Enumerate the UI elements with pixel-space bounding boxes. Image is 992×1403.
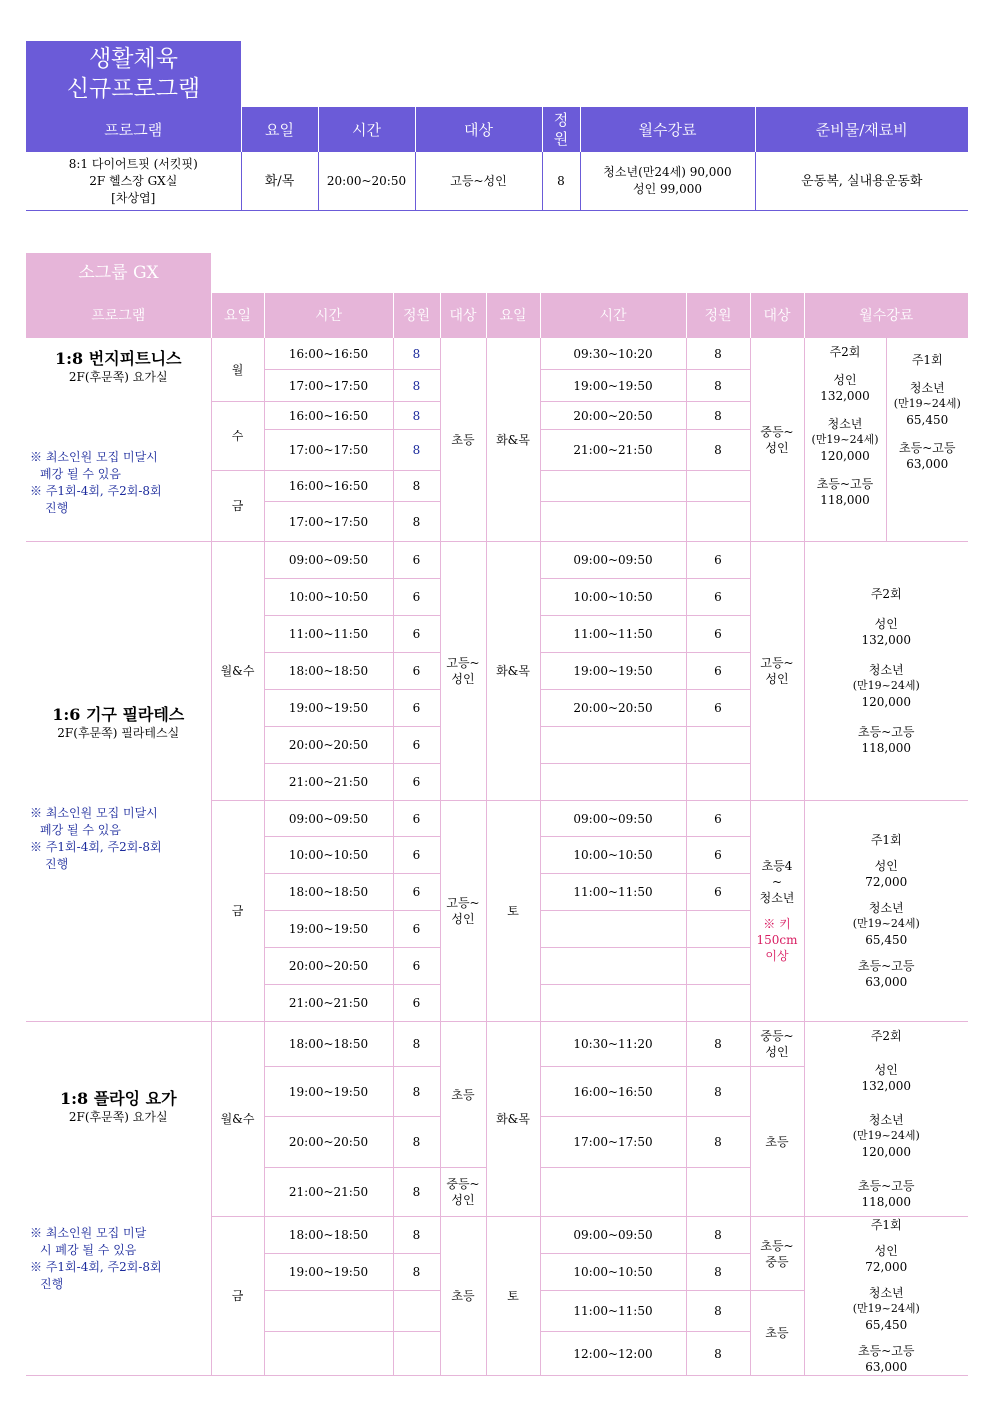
yoga-capacity2: [686, 1168, 750, 1217]
bungee-time: 17:00~17:50: [264, 502, 393, 542]
target-line2: 중등: [765, 1254, 789, 1269]
fee-student-label: 초등~고등: [858, 1179, 915, 1193]
bungee-time2: 20:00~20:50: [540, 402, 686, 430]
program-instructor: [차상엽]: [111, 190, 156, 205]
fee-title: 주1회: [870, 1218, 902, 1232]
yoga-time: 18:00~18:50: [264, 1022, 393, 1067]
pilates-capacity: 6: [393, 542, 440, 579]
yoga-day2-b: 토: [486, 1217, 540, 1376]
fee-youth: 120,000: [861, 695, 912, 709]
fee-youth-age: (만19~24세): [893, 397, 961, 410]
fee-student: 63,000: [906, 457, 949, 471]
yoga-fee-b: [804, 1217, 968, 1376]
yoga-note3: ※ 주1회-4회, 주2회-8회: [30, 1260, 162, 1274]
bungee-capacity2: 8: [686, 430, 750, 471]
fee-student: 118,000: [820, 493, 870, 507]
empty-cell: [686, 948, 750, 985]
pilates-capacity: 6: [393, 837, 440, 874]
bungee-program-cell: [26, 338, 211, 542]
empty-cell: [540, 727, 686, 764]
fee-youth-label: 청소년: [868, 901, 904, 915]
fee-adult: 132,000: [861, 1079, 912, 1093]
header-program: 프로그램: [26, 107, 241, 152]
pilates-capacity: 6: [393, 653, 440, 690]
pilates-location: 2F(후문쪽) 필라테스실: [57, 726, 180, 740]
yoga-time: 19:00~19:50: [264, 1067, 393, 1117]
pilates-capacity: 6: [393, 985, 440, 1022]
yoga-capacity2: 8: [686, 1067, 750, 1117]
target-line1: 초등~: [760, 1238, 794, 1253]
yoga-capacity2: 8: [686, 1022, 750, 1067]
fee-youth-age: (만19~24세): [852, 679, 920, 692]
fee-student-label: 초등~고등: [858, 959, 915, 973]
bungee-target2-line1: 중등~: [760, 424, 794, 439]
empty-cell: [540, 471, 686, 502]
pilates-program-cell: [26, 542, 211, 1022]
pilates-time: 10:00~10:50: [264, 837, 393, 874]
program-name: 8:1 다이어트핏 (서킷핏): [68, 156, 198, 171]
target-line1: 고등~: [760, 656, 794, 670]
yoga-time2: 10:30~11:20: [540, 1022, 686, 1067]
yoga-capacity2: 8: [686, 1254, 750, 1291]
fee-student-label: 초등~고등: [858, 725, 915, 739]
pilates-time2: 10:00~10:50: [540, 579, 686, 616]
pilates-time: 11:00~11:50: [264, 616, 393, 653]
bungee-capacity: 8: [393, 430, 440, 471]
fee-adult-label: 성인: [874, 1244, 898, 1258]
yoga-capacity2: 8: [686, 1117, 750, 1168]
pilates-time2: 09:00~09:50: [540, 542, 686, 579]
materials-cell: 운동복, 실내용운동화: [755, 152, 968, 211]
yoga-time2: 17:00~17:50: [540, 1117, 686, 1168]
yoga-day-a: 월&수: [211, 1022, 264, 1217]
fee-title: 주2회: [870, 1029, 902, 1043]
pilates-note4: 진행: [45, 857, 69, 871]
bungee-time2: 09:30~10:20: [540, 338, 686, 370]
fee-adult: 성인 99,000: [633, 182, 702, 196]
height-note1: ※ 키: [763, 917, 791, 931]
yoga-capacity: [393, 1291, 440, 1332]
pilates-time: 10:00~10:50: [264, 579, 393, 616]
fee-cell: [580, 152, 755, 211]
height-note3: 이상: [765, 949, 789, 963]
bungee-target: 초등: [440, 338, 486, 542]
header-time: 시간: [318, 107, 415, 152]
pilates-capacity: 6: [393, 690, 440, 727]
yoga-capacity: [393, 1332, 440, 1376]
yoga-program-cell: [26, 1022, 211, 1376]
bungee-location: 2F(후문쪽) 요가실: [68, 370, 168, 384]
bungee-day-wed: 수: [211, 402, 264, 471]
section1-title: [26, 41, 241, 107]
pilates-capacity: 6: [393, 727, 440, 764]
bungee-capacity: 8: [393, 471, 440, 502]
header-fee: 월수강료: [580, 107, 755, 152]
fee-youth: 65,450: [906, 413, 949, 427]
new-program-header-row: [26, 107, 968, 152]
pilates-capacity2: 6: [686, 579, 750, 616]
gx-header-fee: 월수강료: [804, 293, 968, 338]
pilates-capacity2: 6: [686, 690, 750, 727]
fee-youth-label: 청소년: [868, 1286, 904, 1300]
new-program-row: [26, 152, 968, 211]
pilates-time: 09:00~09:50: [264, 542, 393, 579]
fee-youth: 120,000: [820, 449, 870, 463]
day-cell: 화/목: [241, 152, 318, 211]
fee-youth-age: (만19~24세): [852, 1302, 920, 1315]
yoga-note4: 진행: [40, 1277, 64, 1291]
yoga-target2-b1: [750, 1217, 804, 1291]
yoga-capacity: 8: [393, 1254, 440, 1291]
new-program-table: [26, 107, 968, 211]
yoga-time2: 11:00~11:50: [540, 1291, 686, 1332]
pilates-day-a: 월&수: [211, 542, 264, 801]
pilates-target-a: [440, 542, 486, 801]
pilates-time2: 11:00~11:50: [540, 874, 686, 911]
fee-adult-label: 성인: [833, 373, 857, 387]
gx-header-program: 프로그램: [26, 293, 211, 338]
pilates-capacity: 6: [393, 801, 440, 837]
pilates-time: 21:00~21:50: [264, 985, 393, 1022]
bungee-time: 16:00~16:50: [264, 402, 393, 430]
table-row: [26, 542, 968, 579]
bungee-target2: [750, 338, 804, 542]
target-line1: 고등~: [446, 896, 480, 910]
gx-header-day2: 요일: [486, 293, 540, 338]
yoga-capacity2: 8: [686, 1291, 750, 1332]
yoga-time: 19:00~19:50: [264, 1254, 393, 1291]
pilates-target2-a: [750, 542, 804, 801]
fee-adult: 132,000: [820, 389, 870, 403]
bungee-capacity2: 8: [686, 370, 750, 402]
yoga-capacity: 8: [393, 1217, 440, 1254]
target-line1: 중등~: [446, 1177, 480, 1191]
fee-adult: 72,000: [865, 1260, 908, 1274]
bungee-note4: 진행: [45, 501, 69, 515]
pilates-capacity: 6: [393, 911, 440, 948]
pilates-day-b: 금: [211, 801, 264, 1022]
pilates-fee-a: [804, 542, 968, 801]
empty-cell: [686, 471, 750, 502]
empty-cell: [540, 502, 686, 542]
gx-header-target: 대상: [440, 293, 486, 338]
bungee-time: 17:00~17:50: [264, 370, 393, 402]
yoga-time: [264, 1291, 393, 1332]
gx-header-capacity2: 정원: [686, 293, 750, 338]
yoga-location: 2F(후문쪽) 요가실: [68, 1110, 168, 1124]
bungee-note2: 폐강 될 수 있음: [40, 467, 121, 481]
pilates-time2: 11:00~11:50: [540, 616, 686, 653]
pilates-capacity2: 6: [686, 837, 750, 874]
fee-student: 63,000: [865, 1360, 908, 1374]
yoga-target2-a1: [750, 1022, 804, 1067]
bungee-note3: ※ 주1회-4회, 주2회-8회: [30, 484, 162, 498]
pilates-fee-b: [804, 801, 968, 1022]
gx-header-capacity: 정원: [393, 293, 440, 338]
pilates-target-b: [440, 801, 486, 1022]
empty-cell: [686, 985, 750, 1022]
pilates-capacity2: 6: [686, 616, 750, 653]
target-line2: 성인: [451, 672, 475, 686]
bungee-capacity: 8: [393, 370, 440, 402]
fee-youth: 120,000: [861, 1145, 912, 1159]
yoga-capacity2: 8: [686, 1217, 750, 1254]
bungee-capacity: 8: [393, 402, 440, 430]
bungee-fee-2x: [804, 338, 886, 542]
gx-header-day: 요일: [211, 293, 264, 338]
target-line1: 중등~: [760, 1029, 794, 1043]
fee-adult: 132,000: [861, 633, 912, 647]
yoga-capacity: 8: [393, 1117, 440, 1168]
header-day: 요일: [241, 107, 318, 152]
fee-adult: 72,000: [865, 875, 908, 889]
yoga-capacity: 8: [393, 1168, 440, 1217]
fee-student: 118,000: [861, 741, 912, 755]
fee-youth-label: 청소년: [909, 381, 945, 395]
yoga-time: 20:00~20:50: [264, 1117, 393, 1168]
yoga-target-a2: [440, 1168, 486, 1217]
empty-cell: [686, 502, 750, 542]
yoga-time: 18:00~18:50: [264, 1217, 393, 1254]
fee-youth-label: 청소년: [868, 1113, 904, 1127]
yoga-target-b: 초등: [440, 1217, 486, 1376]
fee-student: 118,000: [861, 1195, 912, 1209]
target-line2: 성인: [765, 1045, 789, 1059]
pilates-time2: 10:00~10:50: [540, 837, 686, 874]
bungee-target2-line2: 성인: [765, 440, 789, 455]
fee-title: 주2회: [829, 345, 861, 359]
yoga-time: 21:00~21:50: [264, 1168, 393, 1217]
bungee-time: 16:00~16:50: [264, 338, 393, 370]
pilates-capacity2: 6: [686, 874, 750, 911]
pilates-time: 21:00~21:50: [264, 764, 393, 801]
pilates-capacity2: 6: [686, 653, 750, 690]
fee-youth: 65,450: [865, 933, 908, 947]
target-cell: 고등~성인: [415, 152, 542, 211]
target-line2: 성인: [451, 1193, 475, 1207]
fee-youth-label: 청소년: [868, 663, 904, 677]
pilates-capacity2: 6: [686, 542, 750, 579]
target-line2: 성인: [765, 672, 789, 686]
pilates-time: 20:00~20:50: [264, 948, 393, 985]
yoga-time: [264, 1332, 393, 1376]
fee-title: 주1회: [870, 833, 902, 847]
pilates-time: 19:00~19:50: [264, 690, 393, 727]
pilates-note3: ※ 주1회-4회, 주2회-8회: [30, 840, 162, 854]
program-location: 2F 헬스장 GX실: [89, 173, 178, 188]
fee-adult-label: 성인: [874, 1063, 898, 1077]
bungee-time: 17:00~17:50: [264, 430, 393, 471]
fee-youth: 65,450: [865, 1318, 908, 1332]
target-line1: 고등~: [446, 656, 480, 670]
gx-header-time: 시간: [264, 293, 393, 338]
bungee-day2: 화&목: [486, 338, 540, 542]
target-line1: 초등4: [761, 859, 793, 873]
pilates-capacity: 6: [393, 874, 440, 911]
yoga-day-b: 금: [211, 1217, 264, 1376]
bungee-name: 1:8 번지피트니스: [55, 349, 182, 368]
bungee-time: 16:00~16:50: [264, 471, 393, 502]
target-line3: 청소년: [759, 891, 795, 905]
pilates-capacity: 6: [393, 616, 440, 653]
fee-student-label: 초등~고등: [899, 441, 956, 455]
pilates-time2: 09:00~09:50: [540, 801, 686, 837]
pilates-name: 1:6 기구 필라테스: [52, 705, 185, 724]
yoga-note1: ※ 최소인원 모집 미달: [30, 1226, 147, 1240]
yoga-day2-a: 화&목: [486, 1022, 540, 1217]
pilates-note1: ※ 최소인원 모집 미달시: [30, 806, 158, 820]
empty-cell: [540, 985, 686, 1022]
yoga-time2: [540, 1168, 686, 1217]
pilates-time: 20:00~20:50: [264, 727, 393, 764]
bungee-day-mon: 월: [211, 338, 264, 402]
bungee-capacity: 8: [393, 502, 440, 542]
pilates-time: 19:00~19:50: [264, 911, 393, 948]
bungee-note1: ※ 최소인원 모집 미달시: [30, 450, 158, 464]
yoga-name: 1:8 플라잉 요가: [59, 1089, 177, 1108]
gx-header-row: [26, 293, 968, 338]
header-target: 대상: [415, 107, 542, 152]
bungee-capacity: 8: [393, 338, 440, 370]
fee-title: 주2회: [870, 587, 902, 601]
yoga-capacity2: 8: [686, 1332, 750, 1376]
fee-youth-age: (만19~24세): [852, 917, 920, 930]
time-cell: 20:00~20:50: [318, 152, 415, 211]
target-line2: ~: [771, 875, 783, 889]
program-cell: [26, 152, 241, 211]
fee-student-label: 초등~고등: [858, 1344, 915, 1358]
yoga-target2-a2: 초등: [750, 1067, 804, 1217]
yoga-time2: 10:00~10:50: [540, 1254, 686, 1291]
empty-cell: [686, 911, 750, 948]
pilates-capacity: 6: [393, 579, 440, 616]
table-row: [26, 338, 968, 370]
empty-cell: [686, 764, 750, 801]
bungee-capacity2: 8: [686, 402, 750, 430]
empty-cell: [540, 948, 686, 985]
empty-cell: [540, 764, 686, 801]
fee-title: 주1회: [911, 353, 943, 367]
gx-header-time2: 시간: [540, 293, 686, 338]
pilates-time2: 20:00~20:50: [540, 690, 686, 727]
bungee-time2: 19:00~19:50: [540, 370, 686, 402]
fee-youth-age: (만19~24세): [811, 433, 879, 446]
yoga-time2: 09:00~09:50: [540, 1217, 686, 1254]
small-group-gx-table: [26, 293, 968, 1376]
bungee-time2: 21:00~21:50: [540, 430, 686, 471]
header-materials: 준비물/재료비: [755, 107, 968, 152]
section1-title-line2: 신규프로그램: [66, 76, 201, 102]
pilates-time2: 19:00~19:50: [540, 653, 686, 690]
pilates-note2: 폐강 될 수 있음: [40, 823, 121, 837]
yoga-capacity: 8: [393, 1067, 440, 1117]
section1-title-line1: 생활체육: [89, 46, 178, 72]
bungee-capacity2: 8: [686, 338, 750, 370]
yoga-time2: 12:00~12:00: [540, 1332, 686, 1376]
fee-adult-label: 성인: [874, 617, 898, 631]
pilates-capacity: 6: [393, 948, 440, 985]
yoga-target2-b2: 초등: [750, 1291, 804, 1376]
pilates-time: 18:00~18:50: [264, 653, 393, 690]
yoga-time2: 16:00~16:50: [540, 1067, 686, 1117]
pilates-day2-b: 토: [486, 801, 540, 1022]
pilates-capacity: 6: [393, 764, 440, 801]
bungee-fee-1x: [886, 338, 968, 542]
empty-cell: [686, 727, 750, 764]
header-capacity: 정 원: [542, 107, 580, 152]
pilates-time: 09:00~09:50: [264, 801, 393, 837]
fee-youth-label: 청소년: [827, 417, 863, 431]
pilates-target2-b: [750, 801, 804, 1022]
yoga-target-a1: 초등: [440, 1022, 486, 1168]
height-note2: 150cm: [756, 933, 798, 947]
target-line2: 성인: [451, 912, 475, 926]
fee-student-label: 초등~고등: [816, 477, 874, 491]
yoga-capacity: 8: [393, 1022, 440, 1067]
yoga-fee-a: [804, 1022, 968, 1217]
pilates-day2-a: 화&목: [486, 542, 540, 801]
pilates-time: 18:00~18:50: [264, 874, 393, 911]
gx-header-target2: 대상: [750, 293, 804, 338]
fee-youth-age: (만19~24세): [852, 1129, 920, 1142]
pilates-capacity2: 6: [686, 801, 750, 837]
yoga-note2: 시 폐강 될 수 있음: [40, 1243, 137, 1257]
bungee-day-fri: 금: [211, 471, 264, 542]
fee-student: 63,000: [865, 975, 908, 989]
section2-title: 소그룹 GX: [26, 253, 211, 293]
fee-adult-label: 성인: [874, 859, 898, 873]
empty-cell: [540, 911, 686, 948]
capacity-cell: 8: [542, 152, 580, 211]
table-row: [26, 1022, 968, 1067]
fee-youth: 청소년(만24세) 90,000: [603, 165, 732, 179]
